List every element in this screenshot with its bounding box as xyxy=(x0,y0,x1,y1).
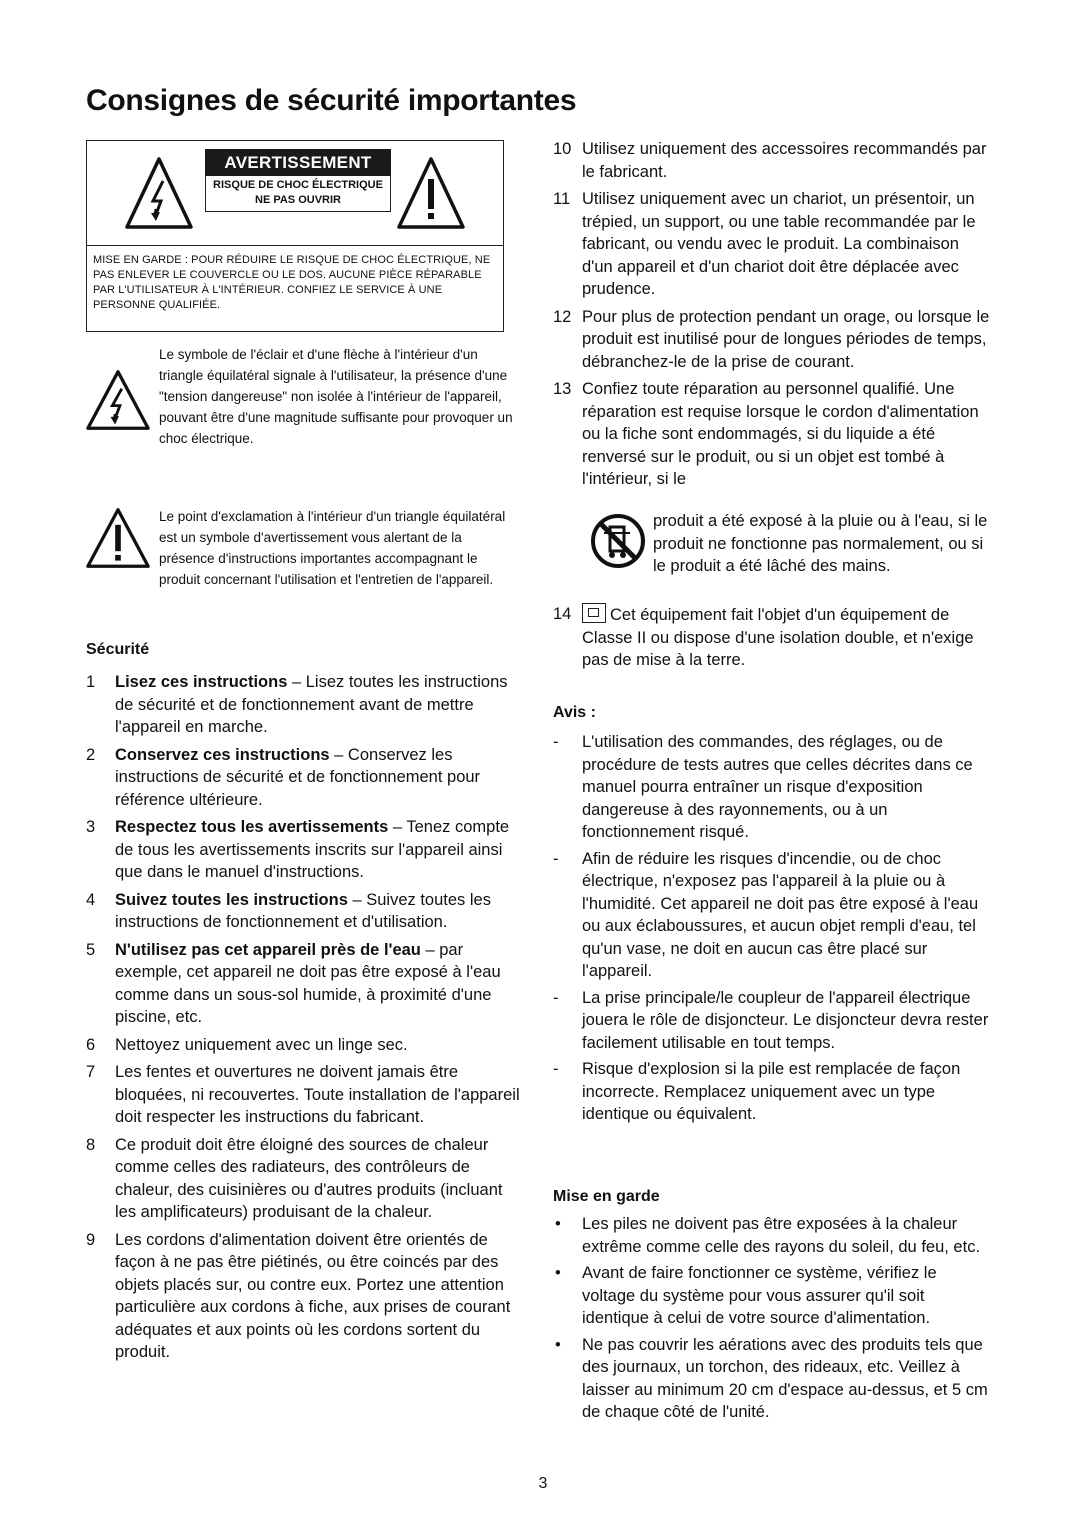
security-heading: Sécurité xyxy=(86,641,150,658)
list-item: • Avant de faire fonctionner ce système, vérifiez le voltage du système pour vous assurer qu'il soit identique à celui de votre source d'alimentation. xyxy=(555,1264,937,1327)
list-item: • Ne pas couvrir les aérations avec des produits tels que des journaux, un torchon, des rideaux, etc. Veillez à laisser au minimum 20 cm d'espace au-dessus, et 5 cm de chaque côté de l'unité. xyxy=(555,1335,988,1421)
warning-box-header xyxy=(87,141,503,246)
warning-label xyxy=(205,149,391,212)
list-item: - Risque d'explosion si la pile est remplacée de façon incorrecte. Remplacez uniquement avec un type identique ou équivalent. xyxy=(553,1060,961,1123)
list-item: 3 Respectez tous les avertissements – Tenez compte de tous les avertissements inscrits sur l'appareil ainsi que dans le manuel d'instructions. xyxy=(86,818,510,881)
page-title: Consignes de sécurité importantes xyxy=(86,84,577,117)
avis-list xyxy=(553,731,993,1130)
caution-list xyxy=(553,1213,993,1428)
class-ii-icon xyxy=(582,603,606,623)
list-item: - La prise principale/le coupleur de l'appareil électrique jouera le rôle de disjoncteur. Le disjoncteur devra rester facilement utilisable en tout temps. xyxy=(553,988,989,1052)
list-item: • Les piles ne doivent pas être exposées à la chaleur extrême comme celle des rayons du soleil, du feu, etc. xyxy=(555,1215,981,1256)
list-item: 11 Utilisez uniquement avec un chariot, un présentoir, un trépied, un support, ou une table recommandée par le fabricant, ou vendu avec le produit. La combinaison d'un appareil et d'un chariot doit être déplacée avec prudence. xyxy=(553,190,976,298)
list-item: 6 Nettoyez uniquement avec un linge sec. xyxy=(86,1035,408,1054)
list-item: 9 Les cordons d'alimentation doivent être orientés de façon à ne pas être piétinés, ou être coincés par des objets placés sur, ou contre eux. Portez une attention particulière aux cordons à fiche, aux prises de courant adéquates et aux points où les cordons sortent du produit. xyxy=(86,1230,511,1361)
avis-heading: Avis : xyxy=(553,704,596,721)
lightning-warning-icon xyxy=(125,155,193,231)
warning-sub-line2: NE PAS OUVRIR xyxy=(255,194,341,206)
item13-continuation: produit a été exposé à la pluie ou à l'eau, si le produit ne fonctionne pas normalement, ou si le produit a été lâché des mains. xyxy=(653,512,988,575)
warning-caution-text: MISE EN GARDE : POUR RÉDUIRE LE RISQUE DE CHOC ÉLECTRIQUE, NE PAS ENLEVER LE COUVERCLE OU LE DOS. AUCUNE PIÈCE RÉPARABLE PAR L'UTILISATEUR À L'INTÉRIEUR. CONFIEZ LE SERVICE À UNE PERSONNE QUALIFIÉE. xyxy=(93,254,491,311)
warning-box xyxy=(86,140,504,332)
safety-list-left xyxy=(86,671,522,1369)
warning-heading: AVERTISSEMENT xyxy=(205,149,391,176)
list-item: 13 Confiez toute réparation au personnel qualifié. Une réparation est requise lorsque le cordon d'alimentation ou la fiche sont endommagés, si du liquide a été renversé sur le produit, ou si un objet est tombé à l'intérieur, si le xyxy=(553,380,979,488)
no-water-icon xyxy=(590,513,646,569)
safety-list-right xyxy=(553,138,993,496)
list-item: 7 Les fentes et ouvertures ne doivent jamais être bloquées, ni recouvertes. Toute installation de l'appareil doit respecter les instructions du fabricant. xyxy=(86,1063,520,1126)
warning-sub-line1: RISQUE DE CHOC ÉLECTRIQUE xyxy=(213,179,383,191)
list-item: 4 Suivez toutes les instructions – Suivez toutes les instructions de fonctionnement et d'utilisation. xyxy=(86,890,491,931)
list-item: - Afin de réduire les risques d'incendie, ou de choc électrique, n'exposez pas l'appareil à la pluie ou à l'humidité. Cet appareil ne doit pas être exposé à l'eau ou aux éclaboussures, et aucun objet rempli d'eau, tel qu'un vase, ne doit en aucun cas être placé sur l'appareil. xyxy=(553,849,979,980)
exclamation-warning-icon xyxy=(86,506,150,570)
exclamation-symbol-text: Le point d'exclamation à l'intérieur d'un triangle équilatéral est un symbole d'avertissement vous alertant de la présence d'instructions importantes accompagnant le produit concernant l'utilisation et l'entretien de l'appareil. xyxy=(159,509,506,587)
list-item: 2 Conservez ces instructions – Conservez les instructions de sécurité et de fonctionnement pour référence ultérieure. xyxy=(86,745,481,809)
list-item: 1 Lisez ces instructions – Lisez toutes les instructions de sécurité et de fonctionnement avant de mettre l'appareil en marche. xyxy=(86,673,508,736)
list-item: 8 Ce produit doit être éloigné des sources de chaleur comme celles des radiateurs, des contrôleurs de chaleur, des cuisinières ou d'autres produits (incluant les amplificateurs) produisant de la chaleur. xyxy=(86,1135,503,1221)
list-item: 5 N'utilisez pas cet appareil près de l'eau – par exemple, cet appareil ne doit pas être exposé à l'eau comme dans un sous-sol humide, à proximité d'une piscine, etc. xyxy=(86,940,501,1026)
lightning-warning-icon xyxy=(86,368,150,432)
lightning-symbol-text: Le symbole de l'éclair et d'une flèche à l'intérieur d'un triangle équilatéral signale à l'utilisateur, la présence d'une "tension dangereuse" non isolée à l'intérieur de l'appareil, pouvant être d'une magnitude suffisante pour provoquer un choc électrique. xyxy=(159,347,513,446)
list-item: - L'utilisation des commandes, des réglages, ou de procédure de tests autres que celles décrites dans ce manuel pourra entraîner un risque d'exposition dangereuse à des rayonnements, ou à un fonctionnement risqué. xyxy=(553,733,973,841)
list-item: 10 Utilisez uniquement des accessoires recommandés par le fabricant. xyxy=(553,140,987,181)
list-item: 12 Pour plus de protection pendant un orage, ou lorsque le produit est inutilisé pour de longues périodes de temps, débranchez-le de la prise de courant. xyxy=(553,307,990,371)
list-item: 14 Cet équipement fait l'objet d'un équipement de Classe II ou dispose d'une isolation double, et n'exige pas de mise à la terre. xyxy=(553,605,974,669)
page-number: 3 xyxy=(538,1475,548,1492)
caution-heading: Mise en garde xyxy=(553,1188,660,1205)
exclamation-warning-icon xyxy=(397,155,465,231)
warning-subtext xyxy=(205,176,391,212)
